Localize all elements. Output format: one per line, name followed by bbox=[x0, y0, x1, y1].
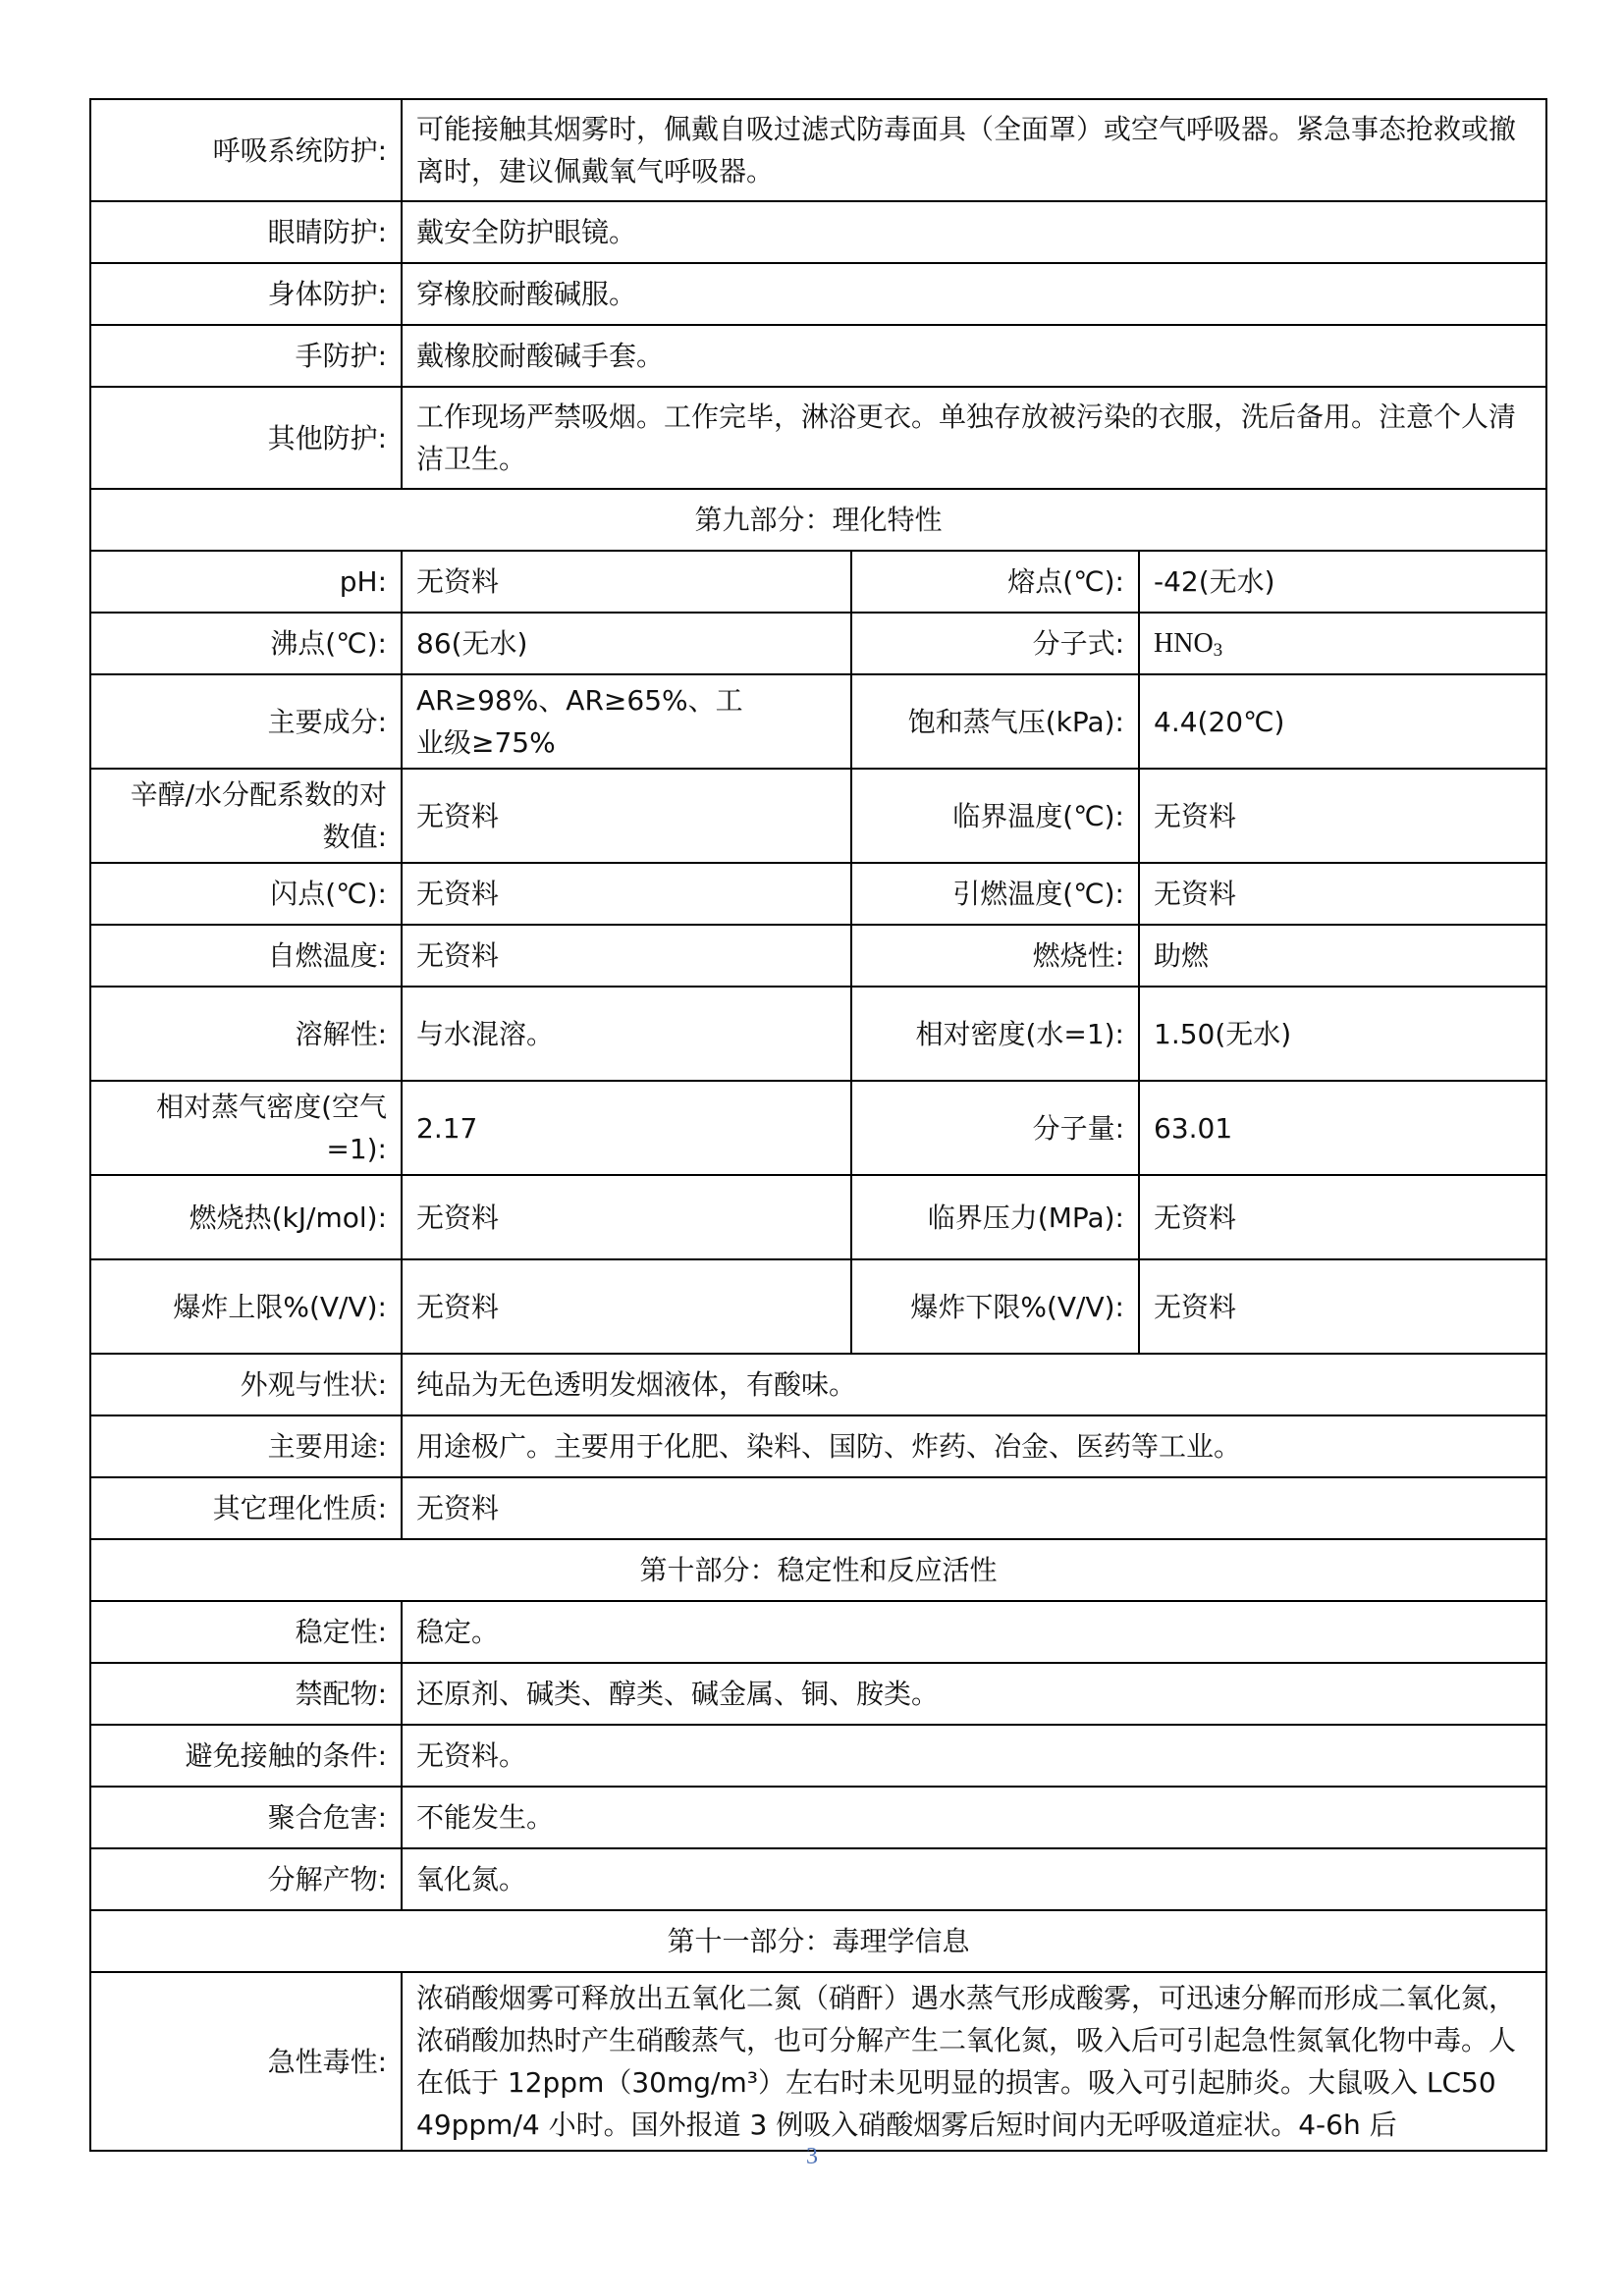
field-label: 临界温度(℃): bbox=[851, 769, 1139, 863]
field-label: 沸点(℃): bbox=[90, 613, 402, 674]
section-header-row bbox=[90, 489, 1546, 551]
field-label: 分子量: bbox=[851, 1081, 1139, 1175]
field-value: 无资料 bbox=[402, 1175, 851, 1259]
field-label: 燃烧性: bbox=[851, 925, 1139, 987]
field-value: 戴安全防护眼镜。 bbox=[402, 201, 1546, 263]
field-label: 外观与性状: bbox=[90, 1354, 402, 1415]
field-label: 临界压力(MPa): bbox=[851, 1175, 1139, 1259]
table-row bbox=[90, 925, 1546, 987]
field-value: 无资料 bbox=[402, 1259, 851, 1354]
section-header-row bbox=[90, 1539, 1546, 1601]
field-label: 辛醇/水分配系数的对数值: bbox=[90, 769, 402, 863]
field-label: 主要成分: bbox=[90, 674, 402, 769]
field-label: 其他防护: bbox=[90, 387, 402, 489]
field-value: AR≥98%、AR≥65%、工业级≥75% bbox=[402, 674, 851, 769]
field-label: 其它理化性质: bbox=[90, 1477, 402, 1539]
table-row bbox=[90, 1787, 1546, 1848]
table-row bbox=[90, 1477, 1546, 1539]
table-row bbox=[90, 1354, 1546, 1415]
field-label: 分解产物: bbox=[90, 1848, 402, 1910]
section-title: 第十一部分：毒理学信息 bbox=[90, 1910, 1546, 1972]
field-value: 无资料 bbox=[402, 769, 851, 863]
field-label: 眼睛防护: bbox=[90, 201, 402, 263]
field-value: 4.4(20℃) bbox=[1139, 674, 1546, 769]
formula-subscript: 3 bbox=[1213, 640, 1223, 661]
formula-main: HNO bbox=[1154, 628, 1214, 659]
table-row bbox=[90, 1415, 1546, 1477]
field-value: 63.01 bbox=[1139, 1081, 1546, 1175]
table-row bbox=[90, 551, 1546, 613]
table-row bbox=[90, 1725, 1546, 1787]
field-label: 聚合危害: bbox=[90, 1787, 402, 1848]
field-label: 稳定性: bbox=[90, 1601, 402, 1663]
field-value: 无资料 bbox=[1139, 1175, 1546, 1259]
field-label: 燃烧热(kJ/mol): bbox=[90, 1175, 402, 1259]
field-label: 爆炸下限%(V/V): bbox=[851, 1259, 1139, 1354]
field-value: 无资料。 bbox=[402, 1725, 1546, 1787]
field-label: pH: bbox=[90, 551, 402, 613]
field-value: 稳定。 bbox=[402, 1601, 1546, 1663]
sds-table bbox=[89, 98, 1547, 2152]
field-value: 可能接触其烟雾时，佩戴自吸过滤式防毒面具（全面罩）或空气呼吸器。紧急事态抢救或撤离时，建议佩戴氧气呼吸器。 bbox=[402, 99, 1546, 201]
field-value: 无资料 bbox=[1139, 769, 1546, 863]
field-value: 无资料 bbox=[402, 1477, 1546, 1539]
field-value: 2.17 bbox=[402, 1081, 851, 1175]
field-value: 工作现场严禁吸烟。工作完毕，淋浴更衣。单独存放被污染的衣服，洗后备用。注意个人清洁卫生。 bbox=[402, 387, 1546, 489]
field-label: 禁配物: bbox=[90, 1663, 402, 1725]
field-label: 自燃温度: bbox=[90, 925, 402, 987]
field-value: 氧化氮。 bbox=[402, 1848, 1546, 1910]
table-row bbox=[90, 1081, 1546, 1175]
table-row bbox=[90, 1601, 1546, 1663]
field-label: 闪点(℃): bbox=[90, 863, 402, 925]
field-value: 浓硝酸烟雾可释放出五氧化二氮（硝酐）遇水蒸气形成酸雾，可迅速分解而形成二氧化氮，浓硝酸加热时产生硝酸蒸气，也可分解产生二氧化氮，吸入后可引起急性氮氧化物中毒。人在低于 12ppm（30mg/m³）左右时未见明显的损害。吸入可引起肺炎。大鼠吸入 LC50 49ppm/4 小时。国外报道 3 例吸入硝酸烟雾后短时间内无呼吸道症状。4-6h 后 bbox=[402, 1972, 1546, 2151]
field-label: 溶解性: bbox=[90, 987, 402, 1081]
field-label: 避免接触的条件: bbox=[90, 1725, 402, 1787]
table-row bbox=[90, 387, 1546, 489]
table-row bbox=[90, 325, 1546, 387]
table-row bbox=[90, 987, 1546, 1081]
field-value: 无资料 bbox=[402, 551, 851, 613]
field-label: 急性毒性: bbox=[90, 1972, 402, 2151]
table-row bbox=[90, 1175, 1546, 1259]
field-label: 相对密度(水=1): bbox=[851, 987, 1139, 1081]
table-row bbox=[90, 613, 1546, 674]
field-label: 相对蒸气密度(空气=1): bbox=[90, 1081, 402, 1175]
table-row bbox=[90, 263, 1546, 325]
field-value: 还原剂、碱类、醇类、碱金属、铜、胺类。 bbox=[402, 1663, 1546, 1725]
table-row bbox=[90, 99, 1546, 201]
molecular-formula bbox=[1139, 613, 1546, 674]
table-row bbox=[90, 863, 1546, 925]
field-value: 用途极广。主要用于化肥、染料、国防、炸药、冶金、医药等工业。 bbox=[402, 1415, 1546, 1477]
table-row bbox=[90, 201, 1546, 263]
field-label: 引燃温度(℃): bbox=[851, 863, 1139, 925]
table-row bbox=[90, 1259, 1546, 1354]
field-value: 不能发生。 bbox=[402, 1787, 1546, 1848]
field-value: 1.50(无水) bbox=[1139, 987, 1546, 1081]
table-row bbox=[90, 1663, 1546, 1725]
field-label: 身体防护: bbox=[90, 263, 402, 325]
field-label: 呼吸系统防护: bbox=[90, 99, 402, 201]
section-title: 第九部分：理化特性 bbox=[90, 489, 1546, 551]
field-value: 无资料 bbox=[402, 863, 851, 925]
section-title: 第十部分：稳定性和反应活性 bbox=[90, 1539, 1546, 1601]
field-label: 熔点(℃): bbox=[851, 551, 1139, 613]
field-value: 无资料 bbox=[402, 925, 851, 987]
table-row bbox=[90, 674, 1546, 769]
field-value: 助燃 bbox=[1139, 925, 1546, 987]
field-value: 戴橡胶耐酸碱手套。 bbox=[402, 325, 1546, 387]
page-number: 3 bbox=[806, 2144, 818, 2169]
field-label: 爆炸上限%(V/V): bbox=[90, 1259, 402, 1354]
table-row bbox=[90, 1972, 1546, 2151]
field-value: 穿橡胶耐酸碱服。 bbox=[402, 263, 1546, 325]
field-value: 纯品为无色透明发烟液体，有酸味。 bbox=[402, 1354, 1546, 1415]
field-value: 86(无水) bbox=[402, 613, 851, 674]
field-label: 主要用途: bbox=[90, 1415, 402, 1477]
field-value: -42(无水) bbox=[1139, 551, 1546, 613]
section-header-row bbox=[90, 1910, 1546, 1972]
table-row bbox=[90, 1848, 1546, 1910]
table-row bbox=[90, 769, 1546, 863]
field-label: 手防护: bbox=[90, 325, 402, 387]
field-value: 无资料 bbox=[1139, 863, 1546, 925]
field-value: 与水混溶。 bbox=[402, 987, 851, 1081]
field-label: 分子式: bbox=[851, 613, 1139, 674]
field-value: 无资料 bbox=[1139, 1259, 1546, 1354]
field-label: 饱和蒸气压(kPa): bbox=[851, 674, 1139, 769]
